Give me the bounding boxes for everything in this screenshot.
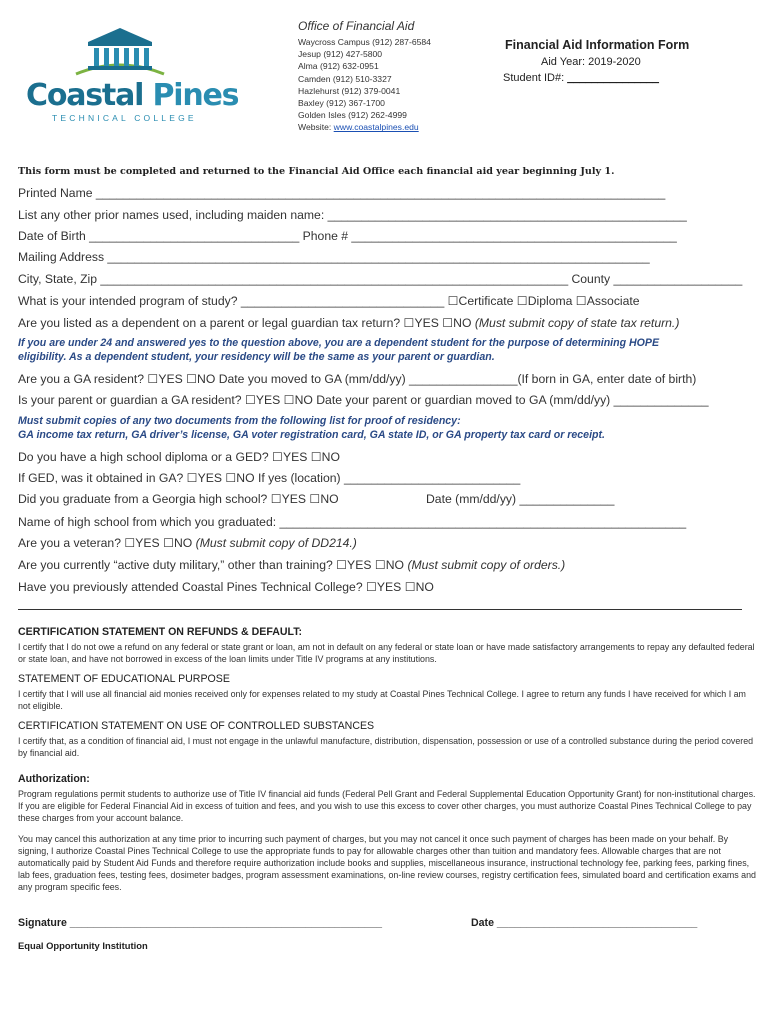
website-line: Website: www.coastalpines.edu <box>298 122 419 133</box>
signature-field[interactable]: Signature _____________________________________________________ <box>18 917 383 929</box>
campus-line: Camden (912) 510-3327 <box>298 73 392 84</box>
aid-year: Aid Year: 2019-2020 <box>541 56 641 68</box>
purpose-heading: STATEMENT OF EDUCATIONAL PURPOSE <box>18 673 230 685</box>
parent-resident-question[interactable]: Is your parent or guardian a GA resident? ☐YES ☐NO Date your parent or guardian moved to GA (mm/dd/yy) ______________ <box>18 393 709 407</box>
signature-date-field[interactable]: Date __________________________________ <box>471 917 698 929</box>
diploma-ged-question[interactable]: Do you have a high school diploma or a GED? ☐YES ☐NO <box>18 450 340 464</box>
campus-line: Hazlehurst (912) 379-0041 <box>298 85 401 96</box>
program-field[interactable]: What is your intended program of study? ______________________________ ☐Certificate ☐Diploma ☐Associate <box>18 294 640 308</box>
attended-question[interactable]: Have you previously attended Coastal Pines Technical College? ☐YES ☐NO <box>18 580 434 594</box>
building-columns-icon <box>74 26 166 78</box>
ga-resident-question[interactable]: Are you a GA resident? ☐YES ☐NO Date you moved to GA (mm/dd/yy) ________________(If born in GA, enter date of birth) <box>18 372 697 386</box>
college-logo <box>22 22 239 130</box>
high-school-name-field[interactable]: Name of high school from which you graduated: ____________________________________________________________ <box>18 515 687 529</box>
hope-note: If you are under 24 and answered yes to the question above, you are a dependent student for the purpose of determining HOPE eligibility. As a dependent student, your residency will be the same as your parent or guardian. <box>18 337 660 363</box>
authorization-cancel-text: You may cancel this authorization at any time prior to incurring such payment of charges, but you may not cancel it once such payment of charges has been made on your behalf. By signing, I authorize Coastal Pines Technical College to use the appropriate funds to pay for allowable charges other than tuition and mandatory fees. Allowable charges that are not automatically paid by Student Aid Funds and therefore require authorization include books and supplies, miscellaneous insurance, instructional technology fee, parking fees, parking fines, lab fees, graduation fees, testing fees, dosimeter badges, program assessment examinations, on-line review courses, registry certification fees, simulated board and certification exams and any program specific fees. <box>18 834 756 892</box>
prior-names-field[interactable]: List any other prior names used, including maiden name: _____________________________________________________ <box>18 208 687 222</box>
student-id-field[interactable]: Student ID#: _______________ <box>503 72 659 84</box>
campus-line: Jesup (912) 427-5800 <box>298 49 383 60</box>
logo-subtitle: TECHNICAL COLLEGE <box>52 113 197 123</box>
form-title: Financial Aid Information Form <box>505 38 690 52</box>
campus-line: Alma (912) 632-0951 <box>298 61 379 72</box>
office-title: Office of Financial Aid <box>298 19 415 33</box>
mailing-address-field[interactable]: Mailing Address ________________________________________________________________________________ <box>18 250 650 264</box>
campus-line: Waycross Campus (912) 287-6584 <box>298 37 431 47</box>
substances-heading: CERTIFICATION STATEMENT ON USE OF CONTROLLED SUBSTANCES <box>18 720 375 732</box>
military-question[interactable]: Are you currently “active duty military,” other than training? ☐YES ☐NO (Must submit copy of orders.) <box>18 558 566 572</box>
veteran-question[interactable]: Are you a veteran? ☐YES ☐NO (Must submit copy of DD214.) <box>18 536 357 550</box>
printed-name-field[interactable]: Printed Name ____________________________________________________________________________________ <box>18 186 666 200</box>
authorization-heading: Authorization: <box>18 773 90 785</box>
residency-docs-note: Must submit copies of any two documents from the following list for proof of residency: GA income tax return, GA driver’s license, GA voter registration card, GA state ID, or GA property tax card or receipt. <box>18 415 605 441</box>
section-divider <box>18 609 742 610</box>
dependent-note: (Must submit copy of state tax return.) <box>474 316 680 330</box>
campus-line: Golden Isles (912) 262-4999 <box>298 110 407 121</box>
dependent-question[interactable]: Are you listed as a dependent on a parent or legal guardian tax return? ☐YES ☐NO (Must submit copy of state tax return.) <box>18 316 680 330</box>
ged-ga-question[interactable]: If GED, was it obtained in GA? ☐YES ☐NO If yes (location) __________________________ <box>18 471 521 485</box>
authorization-text: Program regulations permit students to authorize use of Title IV financial aid funds (Federal Pell Grant and Federal Supplemental Education Opportunity Grant) for non-institutional charges. If you are eligible for Federal Financial Aid in excess of tuition and fees, and you wish to use this excess to cover other charges, you must authorize Coastal Pines Technical College to pay these charges from your account balance. <box>18 789 756 823</box>
purpose-text: I certify that I will use all financial aid monies received only for expenses related to my study at Coastal Pines Technical College. I agree to return any funds I have received for which I am not eligible. <box>18 689 746 711</box>
city-state-zip-field[interactable]: City, State, Zip _____________________________________________________________________ County ___________________ <box>18 272 743 286</box>
military-note: (Must submit copy of orders.) <box>407 558 566 572</box>
substances-text: I certify that, as a condition of financial aid, I must not engage in the unlawful manufacture, distribution, dispensation, possession or use of a controlled substance during the period covered by financial aid. <box>18 736 754 758</box>
equal-opportunity-statement: Equal Opportunity Institution <box>18 940 148 951</box>
ga-high-school-question[interactable]: Did you graduate from a Georgia high school? ☐YES ☐NO <box>18 492 339 506</box>
refunds-text: I certify that I do not owe a refund on any federal or state grant or loan, am not in default on any federal or state loan or have made satisfactory arrangements to repay any defaulted federal or state loan, and have not borrowed in excess of the loan limits under Title IV programs at any institutions. <box>18 642 755 664</box>
veteran-note: (Must submit copy of DD214.) <box>195 536 357 550</box>
campus-contact-list <box>298 36 431 134</box>
form-notice: This form must be completed and returned to the Financial Aid Office each financial aid year beginning July 1. <box>18 166 615 177</box>
graduation-date-field[interactable]: Date (mm/dd/yy) ______________ <box>426 492 615 506</box>
campus-line: Baxley (912) 367-1700 <box>298 98 385 109</box>
dob-phone-field[interactable]: Date of Birth _______________________________ Phone # ________________________________________________ <box>18 229 677 243</box>
website-link[interactable]: www.coastalpines.edu <box>333 122 419 133</box>
refunds-heading: CERTIFICATION STATEMENT ON REFUNDS & DEFAULT: <box>18 626 303 638</box>
logo-name: Coastal Pines <box>26 78 239 113</box>
